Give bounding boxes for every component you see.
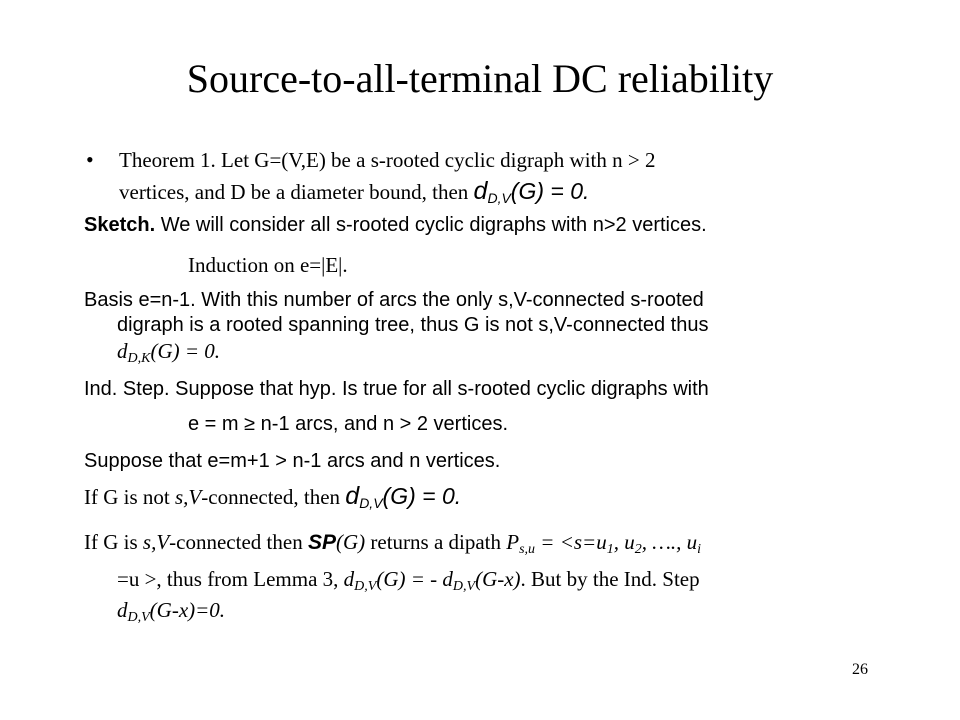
ifconn-d3-rest: (G-x)=0. [149,598,226,622]
ifconn-line-1 [84,530,701,555]
ifnot-math-sub: D,V [359,495,383,511]
ifnot-text-1: If G is not [84,485,175,509]
ifconn-d2: d [442,567,453,591]
theorem-text: vertices, and D be a diameter bound, then [119,180,474,204]
ifconn-s2: 2 [634,542,642,557]
basis-line-2: digraph is a rooted spanning tree, thus G is not s,V-connected thus [117,314,709,336]
ifnot-text-2: -connected, then [201,485,346,509]
ifconn-text-2: -connected then [169,530,308,554]
theorem-line-2 [119,179,589,204]
ifconn-d3: d [117,598,128,622]
ifconn-d2-rest: (G-x) [475,567,521,591]
theorem-math-d: d [473,177,488,205]
ifconn-line-2 [117,567,700,594]
basis-math-sub: D,K [127,351,151,366]
ifconn-si: i [697,542,702,557]
indstep-line-1: Ind. Step. Suppose that hyp. Is true for all s-rooted cyclic digraphs with [84,378,709,400]
suppose-line: Suppose that e=m+1 > n-1 arcs and n vertices. [84,450,501,472]
ifconn-sp-arg: (G) [335,530,366,554]
ifconn-line-3 [117,598,226,625]
theorem-math-sub: D,V [487,190,511,206]
ifconn-seq3: , …., u [641,530,698,554]
basis-math-d: d [117,339,128,363]
ifconn-seq2: , u [613,530,635,554]
ifconn-P: P [506,530,520,554]
ifconn-d1-rest: (G) = - [376,567,443,591]
ifconn-d3-sub: D,V [127,610,150,625]
basis-line-1: Basis e=n-1. With this number of arcs the only s,V-connected s-rooted [84,289,704,311]
sketch-line [84,213,707,237]
ifconn-line2b: . But by the Ind. Step [520,567,700,591]
theorem-math-rest: (G) = 0. [510,178,590,204]
bullet-point: • [86,147,94,172]
sketch-text: We will consider all s-rooted cyclic digraphs with n>2 vertices. [155,214,707,236]
basis-math-rest: (G) = 0. [150,339,221,363]
ifconn-sp: SP [307,531,336,554]
ifnot-italic: s,V [175,485,202,509]
ifconn-d1: d [343,567,355,591]
ifnot-line [84,484,461,509]
ifconn-P-sub: s,u [519,542,536,557]
indstep-line-2: e = m ≥ n-1 arcs, and n > 2 vertices. [188,413,509,435]
basis-line-3 [117,339,221,366]
ifconn-text-1: If G is [84,530,143,554]
ifconn-line2a: =u >, thus from Lemma 3, [117,567,344,591]
ifconn-s1: 1 [606,542,614,557]
slide-title: Source-to-all-terminal DC reliability [186,56,774,101]
ifconn-seq: = <s=u [535,530,607,554]
theorem-line-1: Theorem 1. Let G=(V,E) be a s-rooted cyclic digraph with n > 2 [119,148,656,172]
ifconn-d1-sub: D,V [354,579,377,594]
page-number: 26 [852,661,868,678]
induction-line: Induction on e=|E|. [188,253,348,277]
sketch-label: Sketch. [84,214,156,236]
ifnot-math-rest: (G) = 0. [382,483,462,509]
ifconn-text-3: returns a dipath [365,530,507,554]
ifconn-d2-sub: D,V [452,579,476,594]
ifconn-italic: s,V [142,530,170,554]
ifnot-math-d: d [345,482,360,510]
